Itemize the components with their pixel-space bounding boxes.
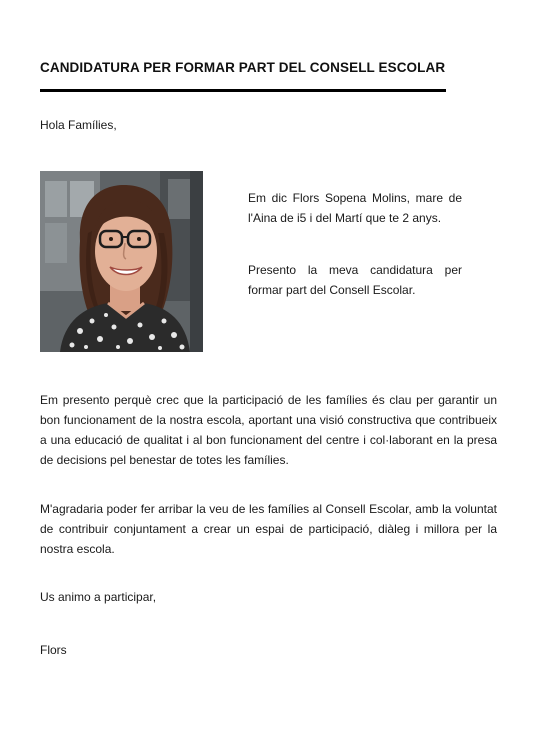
greeting: Hola Famílies, xyxy=(40,118,117,132)
paragraph-goals: M'agradaria poder fer arribar la veu de les famílies al Consell Escolar, amb la voluntat de contribuir conjuntament a crear un espai de participació, diàleg i millora per la nostra escola. xyxy=(40,502,497,556)
intro-introduction: Em dic Flors Sopena Molins, mare de l'Aina de i5 i del Martí que te 2 anys. xyxy=(248,191,462,225)
closing-line: Us animo a participar, xyxy=(40,590,157,604)
intro-candidacy: Presento la meva candidatura per formar part del Consell Escolar. xyxy=(248,263,462,297)
title-underline xyxy=(40,89,446,92)
document-title: CANDIDATURA PER FORMAR PART DEL CONSELL ESCOLAR xyxy=(40,60,446,75)
paragraph-motivation: Em presento perquè crec que la participació de les famílies és clau per garantir un bon funcionament de la nostra escola, aportant una visió constructiva que contribueix a una educació de qualitat i al bon funcionament del centre i col·laborant en la presa de decisions pel benestar de totes les famílies. xyxy=(40,393,497,467)
portrait-icon xyxy=(40,171,203,352)
portrait-photo xyxy=(40,171,203,352)
signature: Flors xyxy=(40,643,67,657)
